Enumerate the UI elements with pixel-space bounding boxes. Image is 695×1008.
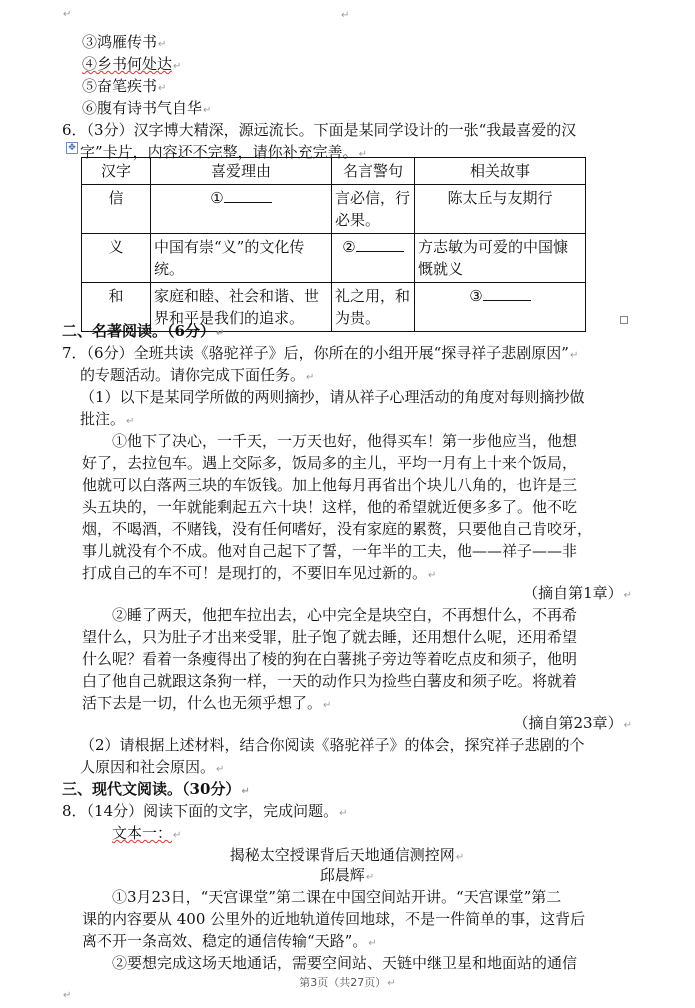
- quote-cell: 言必信，行必果。: [332, 185, 415, 234]
- excerpt-1-line: 头五块的，一年就能剩起五六十块！这样，他的希望就近便多多了。他不吃: [82, 498, 578, 516]
- section-2-heading: 二、名著阅读。（6分）↵: [62, 322, 225, 340]
- table-row: [82, 185, 586, 234]
- q7-part1-line-1: （1）以下是某同学所做的两则摘抄，请从祥子心理活动的角度对每则摘抄做: [80, 388, 585, 406]
- article-paragraph-line: 课的内容要从 400 公里外的近地轨道传回地球，不是一件简单的事，这背后: [82, 910, 586, 928]
- top-paragraph-mark: ↵: [63, 9, 72, 20]
- reason-cell: ①: [151, 185, 332, 234]
- paragraph-mark: ↵: [63, 990, 72, 1001]
- article-paragraph-line: ②要想完成这场天地通话，需要空间站、天链中继卫星和地面站的通信: [112, 954, 578, 972]
- story-cell: ③: [415, 283, 586, 332]
- header-cell: 相关故事: [415, 158, 586, 185]
- q7-part1-line-2: 批注。↵: [80, 410, 135, 428]
- q7-line-2: 的专题活动。请你完成下面任务。↵: [80, 366, 315, 384]
- hanzi-card-table: [81, 157, 586, 332]
- char-cell: 信: [82, 185, 151, 234]
- char-cell: 和: [82, 283, 151, 332]
- idiom-6: ⑥腹有诗书气自华↵: [82, 99, 212, 117]
- idiom-5: ⑤奋笔疾书↵: [82, 77, 167, 95]
- excerpt-1-line: 好了，去拉包车。遇上交际多，饭局多的主儿，平均一月有上十来个饭局，: [82, 454, 578, 472]
- answer-blank[interactable]: [483, 286, 531, 301]
- reason-cell: 家庭和睦、社会和谐、世界和平是我们的追求。: [151, 283, 332, 332]
- q6-title: 6．（3分）汉字博大精深，源远流长。下面是某同学设计的一张“我最喜爱的汉: [62, 121, 577, 139]
- table-header-row: [82, 158, 586, 185]
- header-cell: 名言警句: [332, 158, 415, 185]
- story-cell: 方志敏为可爱的中国慷慨就义: [415, 234, 586, 283]
- quote-cell: 礼之用，和为贵。: [332, 283, 415, 332]
- excerpt-1-line: 打成自己的车不可！是现打的，不要旧车见过新的。↵: [82, 564, 437, 582]
- excerpt-2-line: 活下去是一切，什么也无须乎想了。↵: [82, 694, 332, 712]
- excerpt-1-line: 烟，不喝酒，不赌钱，没有任何嗜好，没有家庭的累赘，只要他自己肯咬牙，: [82, 520, 593, 538]
- idiom-4: ④乡书何处达↵: [82, 55, 182, 73]
- q7-part2-line-2: 人原因和社会原因。↵: [80, 758, 225, 776]
- table-row: [82, 234, 586, 283]
- excerpt-2-line: 什么呢？看着一条瘦得出了棱的狗在白薯挑子旁边等着吃点皮和须子，他明: [82, 650, 578, 668]
- article-paragraph-line: ①3月23日，“天宫课堂”第二课在中国空间站开讲。“天宫课堂”第二: [112, 888, 562, 906]
- excerpt-2-line: 白了他自己就跟这条狗一样，一天的动作只为捡些白薯皮和须子吃。将就着: [82, 672, 578, 690]
- excerpt-1-source: （摘自第1章）↵: [523, 584, 632, 602]
- page-footer: 第3页（共27页）↵: [299, 976, 396, 989]
- section-3-heading: 三、现代文阅读。（30分）↵: [62, 780, 250, 798]
- char-cell: 义: [82, 234, 151, 283]
- q7-part2-line-1: （2）请根据上述材料，结合你阅读《骆驼祥子》的体会，探究祥子悲剧的个: [80, 736, 585, 754]
- header-cell: 喜爱理由: [151, 158, 332, 185]
- idiom-3: ③鸿雁传书↵: [82, 33, 167, 51]
- excerpt-2-source: （摘自第23章）↵: [513, 714, 632, 732]
- q6-title-cont: 字”卡片，内容还不完整，请你补充完善。↵: [80, 143, 368, 161]
- excerpt-1-line: 事儿就没有个不成。他对自己起下了誓，一年半的工夫，他——祥子——非: [82, 542, 578, 560]
- table-move-handle-icon[interactable]: ✥: [66, 142, 78, 154]
- excerpt-2-line: ②睡了两天，他把车拉出去，心中完全是块空白，不再想什么，不再希: [112, 606, 578, 624]
- excerpt-2-line: 望什么，只为肚子才出来受罪，肚子饱了就去睡，还用想什么呢，还用希望: [82, 628, 578, 646]
- excerpt-1-line: 他就可以白落两三块的车饭钱。加上他每月再省出个块儿八角的，也许是三: [82, 476, 578, 494]
- paragraph-mark: ↵: [341, 10, 350, 21]
- article-title: 揭秘太空授课背后天地通信测控网↵: [229, 846, 465, 864]
- article-author: 邱晨辉↵: [319, 866, 375, 884]
- story-cell: 陈太丘与友期行: [415, 185, 586, 234]
- answer-blank[interactable]: [224, 188, 272, 203]
- article-paragraph-line: 离不开一条高效、稳定的通信传输“天路”。↵: [82, 932, 377, 950]
- excerpt-1-line: ①他下了决心，一千天，一万天也好，他得买车！第一步他应当，他想: [112, 432, 578, 450]
- quote-cell: ②: [332, 234, 415, 283]
- q7-line-1: 7．（6分）全班共读《骆驼祥子》后，你所在的小组开展“探寻祥子悲剧原因”↵: [62, 344, 579, 362]
- text-one-label: 文本一：↵: [112, 824, 182, 842]
- q8-instruction: 8．（14分）阅读下面的文字，完成问题。↵: [62, 802, 348, 820]
- header-cell: 汉字: [82, 158, 151, 185]
- answer-blank[interactable]: [356, 237, 404, 252]
- reason-cell: 中国有崇“义”的文化传统。: [151, 234, 332, 283]
